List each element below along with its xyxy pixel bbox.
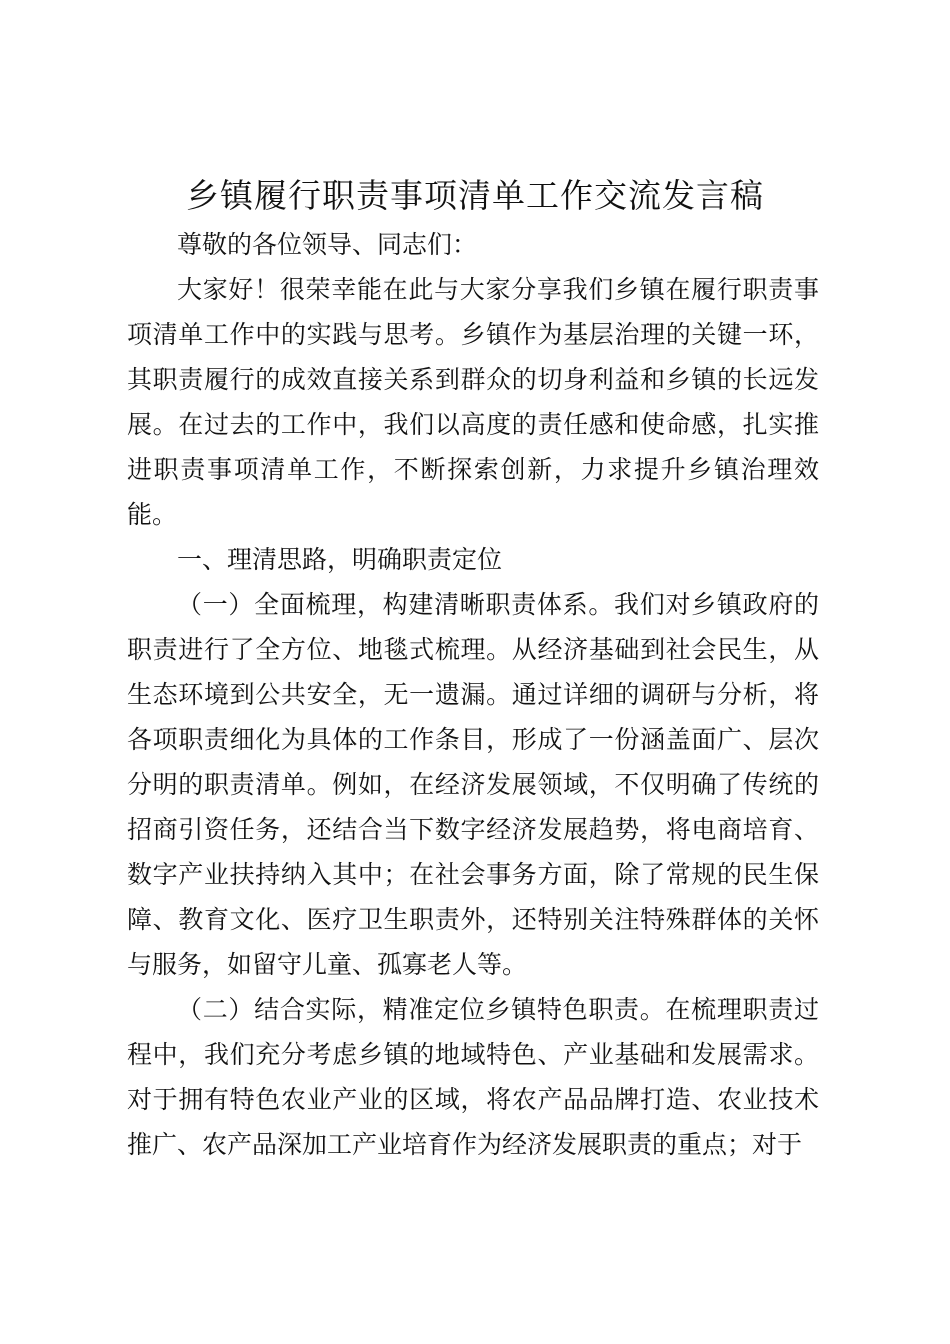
section-paragraph-2: （二）结合实际，精准定位乡镇特色职责。在梳理职责过程中，我们充分考虑乡镇的地域特色、产业基础和发展需求。对于拥有特色农业产业的区域，将农产品品牌打造、农业技术推广、农产品深加工产业培育作为经济发展职责的重点；对于 — [127, 995, 819, 1159]
document-title: 乡镇履行职责事项清单工作交流发言稿 — [186, 176, 764, 215]
intro-paragraph: 大家好！很荣幸能在此与大家分享我们乡镇在履行职责事项清单工作中的实践与思考。乡镇作为基层治理的关键一环，其职责履行的成效直接关系到群众的切身利益和乡镇的长远发展。在过去的工作中，我们以高度的责任感和使命感，扎实推进职责事项清单工作，不断探索创新，力求提升乡镇治理效能。 — [127, 275, 819, 529]
section-heading: 一、理清思路，明确职责定位 — [177, 545, 503, 574]
greeting-line: 尊敬的各位领导、同志们： — [177, 230, 478, 259]
document-body — [127, 222, 819, 1167]
section-paragraph-1: （一）全面梳理，构建清晰职责体系。我们对乡镇政府的职责进行了全方位、地毯式梳理。从经济基础到社会民生，从生态环境到公共安全，无一遗漏。通过详细的调研与分析，将各项职责细化为具体的工作条目，形成了一份涵盖面广、层次分明的职责清单。例如，在经济发展领域，不仅明确了传统的招商引资任务，还结合当下数字经济发展趋势，将电商培育、数字产业扶持纳入其中；在社会事务方面，除了常规的民生保障、教育文化、医疗卫生职责外，还特别关注特殊群体的关怀与服务，如留守儿童、孤寡老人等。 — [127, 590, 819, 979]
